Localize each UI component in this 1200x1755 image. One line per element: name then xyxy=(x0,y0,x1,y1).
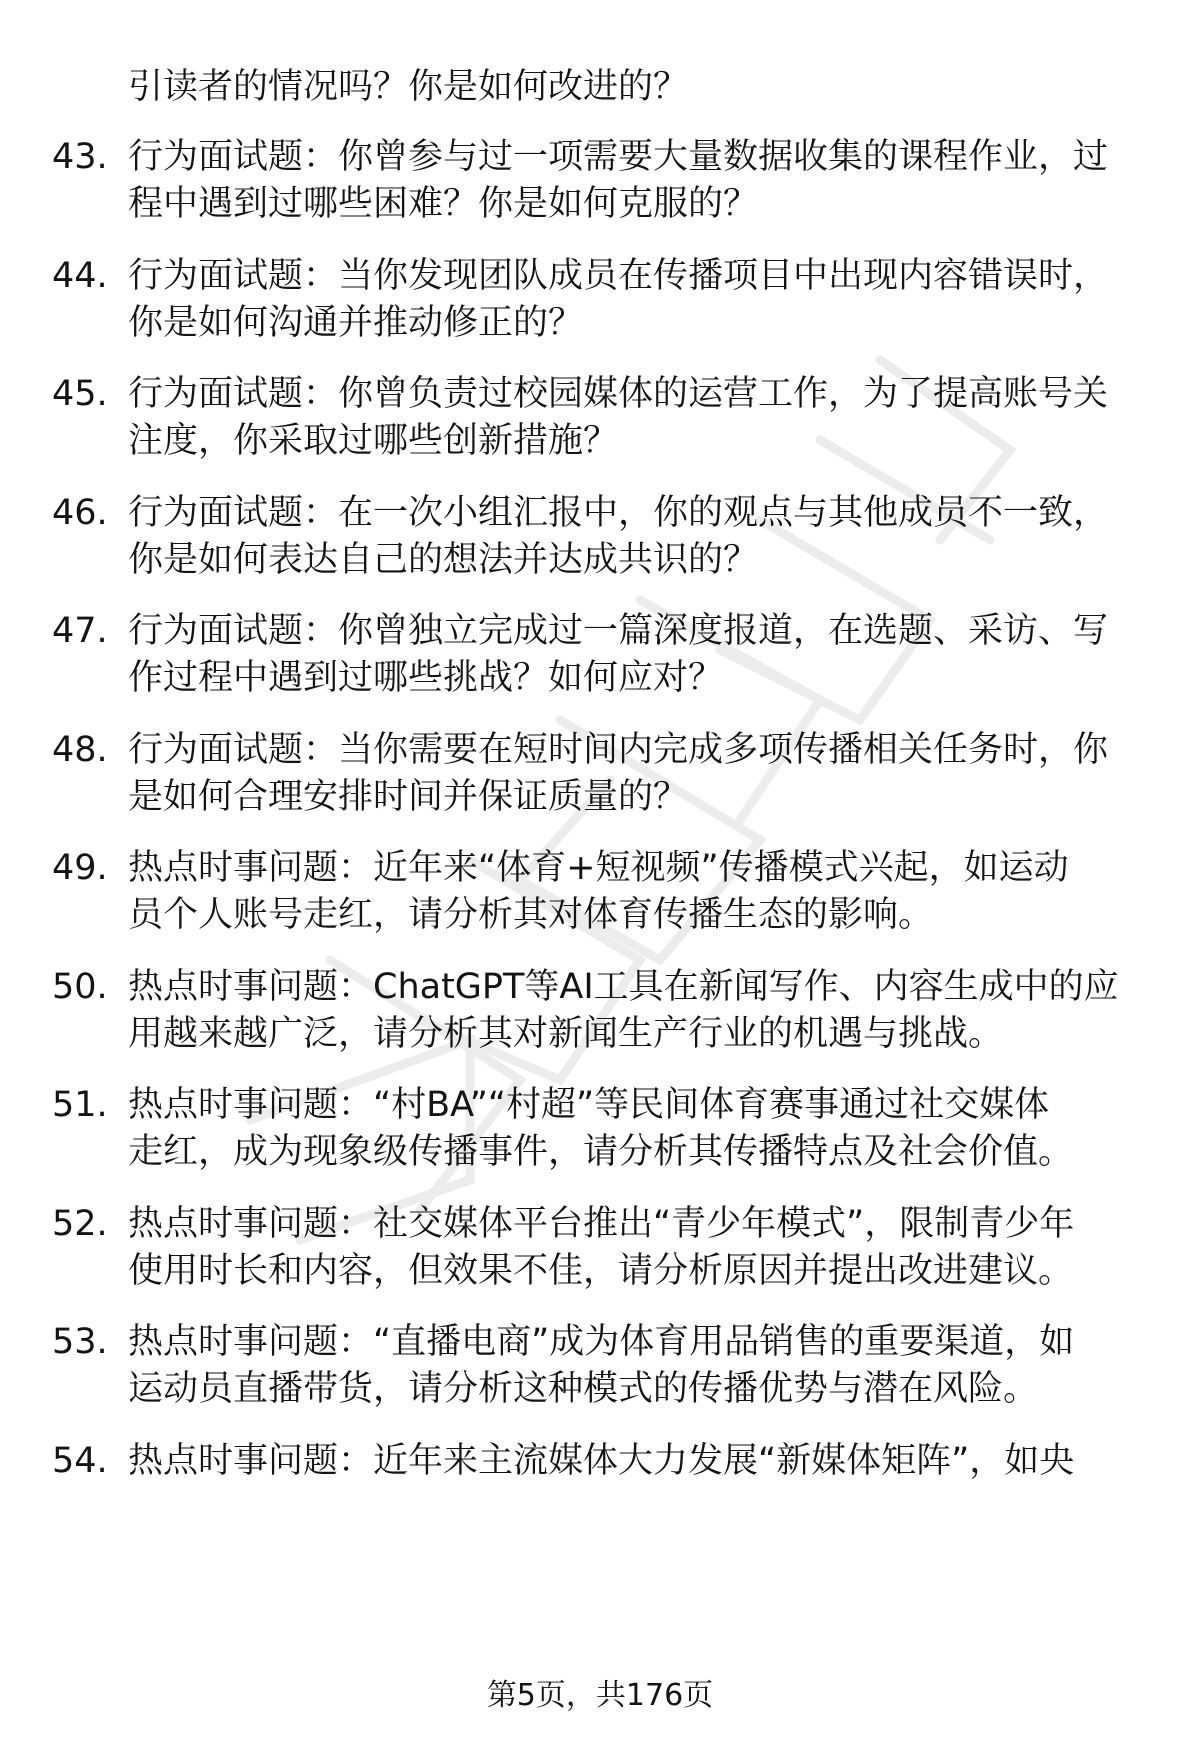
question-text-line: 员个人账号走红，请分析其对体育传播生态的影响。 xyxy=(128,895,934,935)
question-text-line: 热点时事问题：“直播电商”成为体育用品销售的重要渠道，如 xyxy=(128,1322,1075,1362)
question-number: 54. xyxy=(52,1441,108,1481)
question-text-line: 行为面试题：当你发现团队成员在传播项目中出现内容错误时， xyxy=(128,256,1109,296)
question-number: 52. xyxy=(52,1204,108,1244)
question-text-line: 行为面试题：当你需要在短时间内完成多项传播相关任务时，你 xyxy=(128,730,1109,770)
question-text-line: 热点时事问题：“村BA”“村超”等民间体育赛事通过社交媒体 xyxy=(128,1085,1050,1125)
question-text-line: 作过程中遇到过哪些挑战？如何应对？ xyxy=(128,658,724,698)
question-text-line: 热点时事问题：ChatGPT等AI工具在新闻写作、内容生成中的应 xyxy=(128,967,1119,1007)
question-text-line: 用越来越广泛，请分析其对新闻生产行业的机遇与挑战。 xyxy=(128,1014,1004,1054)
continuation-line: 引读者的情况吗？你是如何改进的？ xyxy=(128,67,689,107)
question-text-line: 行为面试题：在一次小组汇报中，你的观点与其他成员不一致， xyxy=(128,493,1109,533)
question-text-line: 使用时长和内容，但效果不佳，请分析原因并提出改进建议。 xyxy=(128,1251,1074,1291)
question-text-line: 行为面试题：你曾独立完成过一篇深度报道，在选题、采访、写 xyxy=(128,611,1109,651)
question-text-line: 你是如何沟通并推动修正的？ xyxy=(128,303,584,343)
question-text-line: 行为面试题：你曾负责过校园媒体的运营工作，为了提高账号关 xyxy=(128,374,1109,414)
question-text-line: 你是如何表达自己的想法并达成共识的？ xyxy=(128,540,759,580)
question-text-line: 注度，你采取过哪些创新措施？ xyxy=(128,421,619,461)
question-number: 43. xyxy=(52,137,108,177)
question-number: 46. xyxy=(52,493,108,533)
question-text-line: 程中遇到过哪些困难？你是如何克服的？ xyxy=(128,184,759,224)
page-footer: 第5页，共176页 xyxy=(486,1678,714,1713)
question-number: 51. xyxy=(52,1085,108,1125)
question-text-line: 热点时事问题：社交媒体平台推出“青少年模式”，限制青少年 xyxy=(128,1204,1075,1244)
question-text-line: 行为面试题：你曾参与过一项需要大量数据收集的课程作业，过 xyxy=(128,137,1109,177)
question-number: 47. xyxy=(52,611,108,651)
question-number: 45. xyxy=(52,374,108,414)
question-text-line: 走红，成为现象级传播事件，请分析其传播特点及社会价值。 xyxy=(128,1132,1074,1172)
question-text-line: 热点时事问题：近年来主流媒体大力发展“新媒体矩阵”，如央 xyxy=(128,1441,1075,1481)
question-number: 44. xyxy=(52,256,108,296)
question-number: 50. xyxy=(52,967,108,1007)
question-number: 53. xyxy=(52,1322,108,1362)
question-number: 49. xyxy=(52,848,108,888)
question-text-line: 热点时事问题：近年来“体育+短视频”传播模式兴起，如运动 xyxy=(128,848,1069,888)
question-text-line: 是如何合理安排时间并保证质量的？ xyxy=(128,777,689,817)
question-text-line: 运动员直播带货，请分析这种模式的传播优势与潜在风险。 xyxy=(128,1369,1039,1409)
question-number: 48. xyxy=(52,730,108,770)
